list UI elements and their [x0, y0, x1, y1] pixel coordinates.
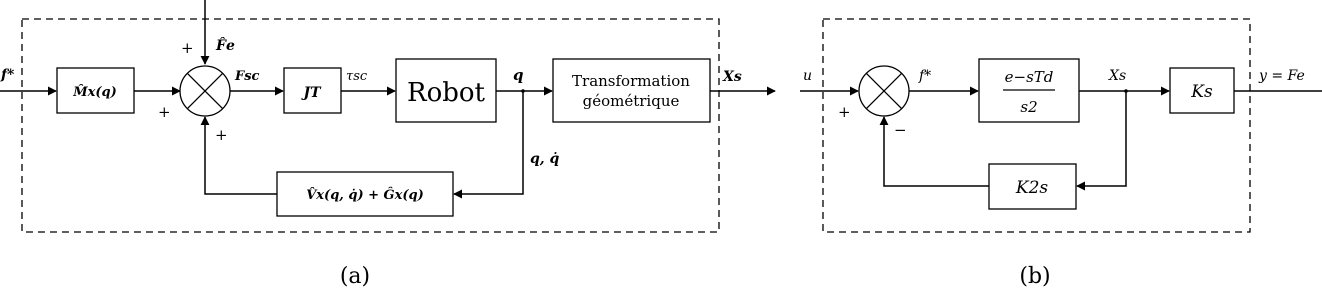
joint-position-label: q — [513, 66, 524, 84]
caption-b: (b) — [1019, 264, 1051, 289]
summing-junction-a — [180, 66, 230, 116]
disturbance-label: F̂e — [216, 38, 235, 54]
derivative-gain-label: K2s — [1015, 178, 1049, 198]
summing-junction-b — [859, 66, 909, 116]
sum-sign-left: + — [158, 103, 171, 121]
sum-output-label-b: f* — [919, 68, 932, 84]
feedforward-mass-label: M̂x(q) — [73, 85, 117, 100]
output-label-b: y = Fe — [1259, 68, 1305, 84]
sum-sign-bottom: + — [215, 126, 228, 144]
geometric-transform-label-line1: Transformation — [572, 72, 690, 90]
geometric-transform-label-line2: géométrique — [582, 92, 680, 110]
plant-output-label: Xs — [1109, 68, 1127, 84]
nonlinear-compensation-label: V̂x(q, q̇) + Ĝx(q) — [306, 188, 424, 203]
diagram-b — [800, 19, 1322, 289]
input-label-fstar: f* — [1, 67, 15, 83]
force-command-label: Fsc — [235, 69, 260, 84]
plant-denominator: s2 — [1020, 98, 1038, 116]
torque-label: τsc — [346, 69, 368, 84]
feedback-path-b-to-block — [1077, 91, 1126, 186]
robot-label: Robot — [407, 78, 485, 108]
caption-a: (a) — [339, 264, 371, 289]
sum-sign-bottom-b: − — [894, 121, 907, 139]
input-label-u: u — [803, 68, 813, 84]
sum-sign-left-b: + — [838, 103, 851, 121]
feedback-signal-label: q, q̇ — [530, 151, 560, 167]
gain-label: Ks — [1191, 82, 1213, 102]
sum-sign-top: + — [181, 39, 194, 57]
jacobian-transpose-label: JT — [303, 85, 321, 101]
geometric-transform-block — [553, 59, 710, 122]
output-label-a: Xs — [723, 69, 742, 85]
plant-numerator: e−sTd — [1004, 68, 1054, 86]
